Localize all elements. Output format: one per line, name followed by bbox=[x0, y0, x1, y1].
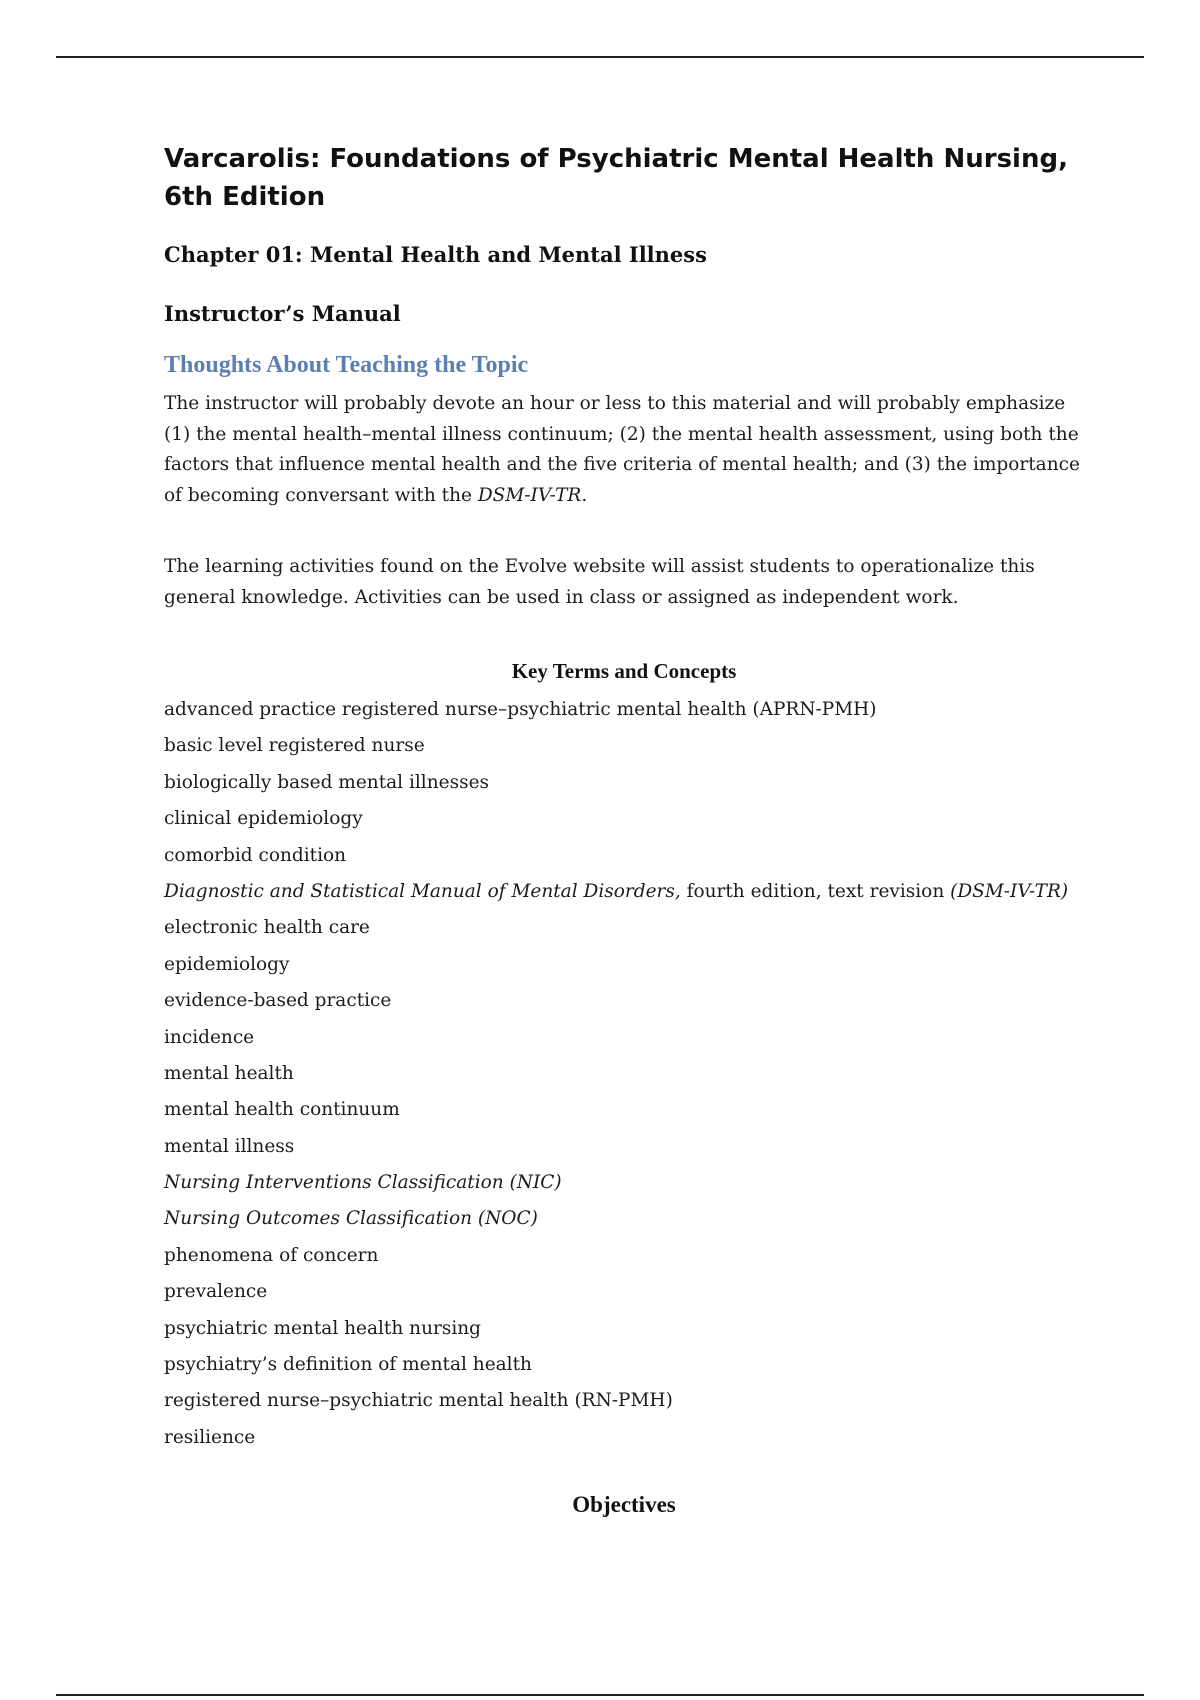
book-title: Varcarolis: Foundations of Psychiatric Mental Health Nursing, 6th Edition bbox=[164, 144, 1068, 212]
term-item: mental health continuum bbox=[164, 1099, 400, 1121]
p1-text: The instructor will probably devote an hour or less to this material and will probably emphasize (1) the mental health–mental illness continuum; (2) the mental health assessment, using both the factors that influence mental health and the five criteria of mental health; and (3) the importance of becoming conversant with the bbox=[164, 393, 1080, 506]
teaching-heading: Thoughts About Teaching the Topic bbox=[164, 352, 529, 378]
term-item: registered nurse–psychiatric mental health (RN-PMH) bbox=[164, 1390, 673, 1412]
term-item: psychiatry’s definition of mental health bbox=[164, 1354, 532, 1376]
term-item: evidence-based practice bbox=[164, 990, 392, 1012]
term-item: mental health bbox=[164, 1062, 294, 1084]
term-item: resilience bbox=[164, 1426, 256, 1448]
term-item: comorbid condition bbox=[164, 844, 347, 866]
dsm-edition: fourth edition, text revision bbox=[680, 880, 951, 902]
term-item: advanced practice registered nurse–psychiatric mental health (APRN-PMH) bbox=[164, 699, 877, 720]
document-body bbox=[164, 140, 1084, 1518]
term-item: basic level registered nurse bbox=[164, 735, 425, 757]
key-terms-list bbox=[164, 692, 1084, 1456]
bottom-rule bbox=[56, 1694, 1144, 1696]
dsm-abbrev: DSM-IV-TR bbox=[477, 484, 582, 506]
term-item: electronic health care bbox=[164, 917, 370, 939]
chapter-title: Chapter 01: Mental Health and Mental Illness bbox=[164, 242, 707, 267]
dsm-title: Diagnostic and Statistical Manual of Mental Disorders, bbox=[164, 880, 681, 902]
term-item: incidence bbox=[164, 1026, 255, 1048]
term-item-noc bbox=[164, 1201, 1084, 1237]
manual-label: Instructor’s Manual bbox=[164, 301, 401, 326]
key-terms-heading: Key Terms and Concepts bbox=[511, 659, 737, 683]
term-item: biologically based mental illnesses bbox=[164, 771, 490, 793]
teaching-paragraph-2: The learning activities found on the Evolve website will assist students to operationalize this general knowledge. Activities can be used in class or assigned as independent work. bbox=[164, 556, 1035, 608]
term-item: clinical epidemiology bbox=[164, 808, 363, 830]
top-rule bbox=[56, 56, 1144, 58]
noc-term: Nursing Outcomes Classification (NOC) bbox=[164, 1208, 538, 1230]
term-item: phenomena of concern bbox=[164, 1244, 379, 1266]
term-item: epidemiology bbox=[164, 953, 290, 975]
p1-end: . bbox=[581, 484, 588, 506]
term-item: psychiatric mental health nursing bbox=[164, 1317, 481, 1339]
term-item-nic bbox=[164, 1165, 1084, 1201]
term-item: prevalence bbox=[164, 1281, 268, 1303]
dsm-abbrev-term: (DSM-IV-TR) bbox=[950, 880, 1069, 902]
teaching-paragraph-1 bbox=[164, 389, 1084, 511]
term-item: mental illness bbox=[164, 1135, 295, 1157]
term-item-dsm bbox=[164, 874, 1084, 910]
objectives-heading: Objectives bbox=[572, 1492, 676, 1518]
nic-term: Nursing Interventions Classification (NIC) bbox=[164, 1172, 562, 1194]
